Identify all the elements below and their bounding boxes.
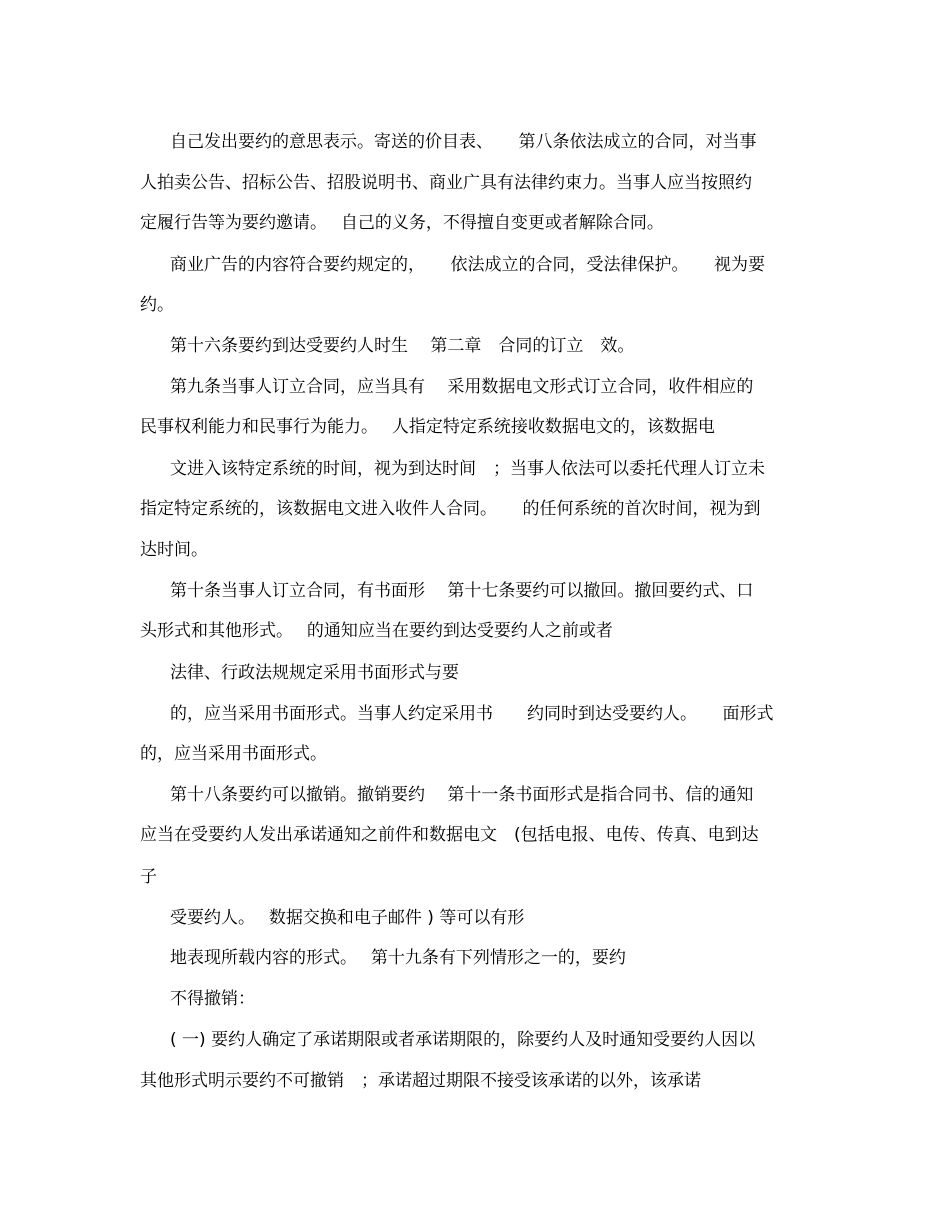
text-line: 第十六条要约到达受要约人时生 第二章 合同的订立 效。 [170,336,635,356]
text-line: 指定特定系统的，该数据电文进入收件人合同。 的任何系统的首次时间，视为到 [140,499,761,519]
text-line: ( 一) 要约人确定了承诺期限或者承诺期限的，除要约人及时通知受要约人因以 [170,1030,756,1050]
text-line: 头形式和其他形式。 的通知应当在要约到达受要约人之前或者 [140,621,613,641]
text-line: 第十条当事人订立合同，有书面形 第十七条要约可以撤回。撤回要约式、口 [170,581,754,601]
text-line: 不得撤销： [170,989,255,1009]
text-line: 地表现所载内容的形式。 第十九条有下列情形之一的，要约 [170,948,626,968]
text-line: 第九条当事人订立合同，应当具有 采用数据电文形式订立合同，收件相应的 [170,377,754,397]
text-line: 自己发出要约的意思表示。寄送的价目表、 第八条依法成立的合同，对当事 [170,132,757,152]
text-line: 达时间。 [140,540,208,560]
text-line-wrap: 子 [140,867,157,887]
text-line: 定履行告等为要约邀请。 自己的义务，不得擅自变更或者解除合同。 [140,213,664,233]
text-line: 受要约人。 数据交换和电子邮件 ) 等可以有形 [170,908,525,928]
text-line: 商业广告的内容符合要约规定的， 依法成立的合同，受法律保护。 视为要 [170,255,765,275]
text-line: 约。 [140,295,174,315]
text-line: 应当在受要约人发出承诺通知之前件和数据电文 (包括电报、电传、传真、电到达 [140,825,759,845]
text-line: 其他形式明示要约不可撤销 ；承诺超过期限不接受该承诺的以外，该承诺 [140,1071,701,1091]
text-line: 第十八条要约可以撤销。撤销要约 第十一条书面形式是指合同书、信的通知 [170,785,754,805]
text-line: 民事权利能力和民事行为能力。 人指定特定系统接收数据电文的，该数据电 [140,417,715,437]
text-line: 法律、行政法规规定采用书面形式与要 [170,663,459,683]
text-line: 的，应当采用书面形式。 [140,744,327,764]
text-line: 的，应当采用书面形式。当事人约定采用书 约同时到达受要约人。 面形式 [170,704,774,724]
text-line: 文进入该特定系统的时间，视为到达时间 ；当事人依法可以委托代理人订立未 [170,459,765,479]
text-line: 人拍卖公告、招标公告、招股说明书、商业广具有法律约束力。当事人应当按照约 [140,173,752,193]
